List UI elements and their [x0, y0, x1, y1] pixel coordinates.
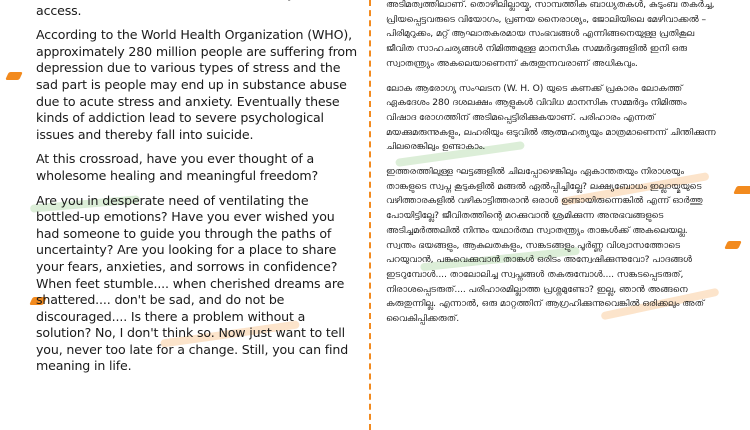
- paragraph: ലോക ആരോഗ്യ സംഘടന (W. H. O) യുടെ കണക്ക് പ്രകാരം ലോകത്ത് ഏകദേശം 280 ദശലക്ഷം ആളുകൾ വിവിധ മാനസിക സമ്മർദ്ദം നിമിത്തം വിഷാദ രോഗത്തിന് അടിമപ്പെട്ടിരിക്കുകയാണ്. പരിഹാരം എന്നത് മയക്കുമരുന്നുകളും, ലഹരിയും ഒടുവിൽ ആത്മഹത്യയും മാത്രമാണെന്ന് ചിന്തിക്കുന്ന ചിലരെങ്കിലും ഉണ്ടാകാം.: [386, 82, 716, 153]
- paragraph: Are you in desperate need of ventilating the bottled-up emotions? Have you ever wished you had someone to guide you through the paths of uncertainty? Are you looking for a place to share your fears, anxieties, and sorrows in confidence? When feet stumble.... when cherished dreams are shattered.... don't be sad, and do not be discouraged.... Is there a problem without a solution? No, I don't think so. Now just want to tell you, never too late for a change. Still, you can find meaning in life.: [36, 192, 349, 374]
- paragraph: At this crossroad, have you ever thought of a wholesome healing and meaningful freedom?: [36, 151, 319, 183]
- accent-mark: [733, 186, 750, 194]
- column-divider: [369, 0, 371, 430]
- paragraph: അടിമത്വത്തിലാണ്. തൊഴിലില്ലായ്മ, സാമ്പത്തിക ബാധ്യതകൾ, കുടുംബ തകർച്ച, പ്രിയപ്പെട്ടവരുടെ വിയോഗം, പ്രണയ നൈരാശ്യം, ജോലിയിലെ മേഴിവാക്കൽ – പിരിമുറുക്കം, മറ്റ് ആഘാതകരമായ സംഭവങ്ങൾ എന്നിങ്ങനെയുള്ള പ്രതികൂല ജീവിത സാഹചര്യങ്ങൾ നിമിത്തമുള്ള മാനസിക സമ്മർദ്ദങ്ങളിൽ ഇനി ഒരു സ്വാതന്ത്ര്യം അകലെയാണെന്ന് കരുതുന്നവരാണ് അധികവും.: [386, 0, 715, 69]
- english-column: [36, 0, 358, 383]
- accent-mark: [724, 241, 742, 249]
- accent-mark: [5, 72, 23, 80]
- malayalam-column: [386, 0, 716, 337]
- paragraph: According to the World Health Organization (WHO), approximately 280 million people are suffering from depression due to various types of stress and the sad part is people may end up in substance abuse due to acute stress and anxiety. Eventually these kinds of addiction lead to severe psychological issues and thereby fall into suicide.: [36, 27, 358, 142]
- paragraph: ഇത്തരത്തിലുള്ള ഘട്ടങ്ങളിൽ ചിലപ്പോഴെങ്കിലും ഏകാന്തതയും നിരാശയും താങ്കളുടെ സ്വപ്ന കൂടുകളിൽ മങ്ങൽ ഏൽപ്പിച്ചില്ലേ? ലക്ഷ്യബോധം ഇല്ലായ്മയുടെ വഴിത്താരകളിൽ വഴികാട്ടിത്തരാൻ ഒരാൾ ഉണ്ടായിരുന്നെങ്കിൽ എന്ന് ഓർത്തു പോയിട്ടില്ലേ? ജീവിതത്തിന്റെ മറക്കുവാൻ ശ്രമിക്കുന്ന അനുഭവങ്ങളുടെ അടിച്ചമർത്തലിൽ നിന്നും യഥാർത്ഥ സ്വാതന്ത്ര്യം താങ്കൾക്ക് അകലെയല്ല. സ്വന്തം ഭയങ്ങളും, ആകുലതകളും, സങ്കടങ്ങളും പൂർണ്ണ വിശ്വാസത്തോടെ പറയുവാൻ, പങ്കുവെക്കുവാൻ താങ്കൾ ഒരിടം അന്വേഷിക്കുന്നുവോ? പാദങ്ങൾ ഇടറുമ്പോൾ.... താലോലിച്ച സ്വപ്നങ്ങൾ തകരുമ്പോൾ.... സങ്കടപ്പെടരുത്, നിരാശപ്പെടരുത്.... പരിഹാരമില്ലാത്ത പ്രശ്നമുണ്ടോ? ഇല്ല, ഞാൻ അങ്ങനെ കരുതുന്നില്ല. എന്നാൽ, ഒരു മാറ്റത്തിന് ആഗ്രഹിക്കുന്നുവെങ്കിൽ ഒരിക്കലും അത് വൈകിപ്പിക്കരുത്.: [386, 166, 705, 325]
- paragraph: access.: [36, 2, 82, 18]
